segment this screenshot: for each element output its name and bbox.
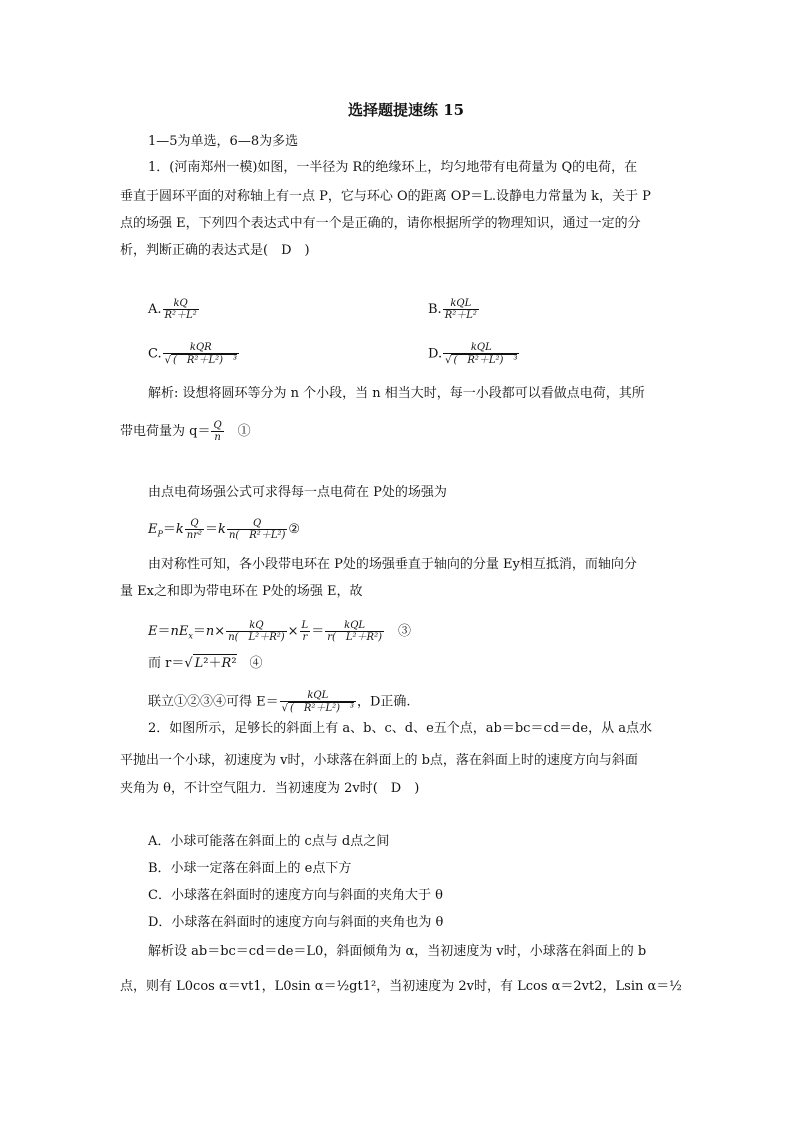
q1-option-c-label: C.: [148, 346, 162, 362]
q2-line-1: 2．如图所示，足够长的斜面上有 a、b、c、d、e五个点，ab＝bc＝cd＝de，从 a点水: [148, 721, 652, 736]
q1-solution-line-8-text: 而 r＝: [148, 656, 185, 671]
q2-option-a: A．小球可能落在斜面上的 c点与 d点之间: [148, 834, 390, 849]
q1-option-b: [428, 298, 480, 321]
q2-line-2: 平抛出一个小球，初速度为 v时，小球落在斜面上的 b点，落在斜面上时的速度方向与斜面: [120, 753, 638, 768]
option-a-formula: $\frac{kQ}{\text{R²＋L²}}$: [164, 298, 197, 321]
q1-solution-line-6: 量 Ex之和即为带电环在 P处的场强 E，故: [120, 584, 363, 599]
q1-option-b-label: B.: [428, 302, 442, 317]
q1-solution-line-9-end: ，D正确.: [357, 694, 411, 710]
intro-text: 1—5为单选，6—8为多选: [148, 134, 299, 149]
q1-option-a-label: A.: [148, 302, 162, 317]
q2-option-b: B．小球一定落在斜面上的 e点下方: [148, 861, 352, 876]
q1-option-c: [148, 342, 240, 366]
q1-solution-line-5: 由对称性可知，各小段带电环在 P处的场强垂直于轴向的分量 Ey相互抵消，而轴向分: [148, 557, 637, 572]
q1-line-4: 析，判断正确的表达式是( D ): [120, 243, 310, 258]
q1-line-1: 1．(河南郑州一模)如图，一半径为 R的绝缘环上，均匀地带有电荷量为 Q的电荷，在: [148, 160, 638, 175]
q1-option-a: [148, 298, 200, 321]
option-d-formula: $\frac{\text{kQL}}{\text{√ ( R²＋L²) ³}}$: [445, 342, 518, 366]
q1-solution-line-3: 由点电荷场强公式可求得每一点电荷在 P处的场强为: [148, 485, 447, 500]
q2-solution-line-2: 点，则有 L0cos α＝vt1，L0sin α＝½gt1²，当初速度为 2v时，有 Lcos α＝2vt2，Lsin α＝½: [120, 979, 682, 994]
page-title: 选择题提速练 15: [348, 101, 465, 119]
q1-solution-line-2: 带电荷量为 q＝ $\frac{Q}{n}$ ①: [120, 420, 251, 443]
q1-line-3: 点的场强 E，下列四个表达式中有一个是正确的，请你根据所学的物理知识，通过一定的分: [120, 216, 641, 231]
q1-solution-line-9: 联立①②③④可得 E＝ $\frac{\text{kQL}}{\text{√ ( R²＋L²) ³}}$ ，D正确.: [148, 690, 411, 714]
q1-solution-line-1: 解析: 设想将圆环等分为 n 个小段，当 n 相当大时，每一小段都可以看做点电荷，其所: [148, 386, 645, 401]
option-c-formula: $\frac{\text{kQR}}{\text{√ ( R²＋L²) ³}}$: [164, 342, 237, 366]
q1-solution-line-2-text: 带电荷量为 q＝: [120, 424, 211, 439]
q2-line-3: 夹角为 θ，不计空气阻力．当初速度为 2v时( D ): [120, 781, 420, 796]
q2-option-c: C．小球落在斜面时的速度方向与斜面的夹角大于 θ: [148, 888, 443, 903]
q1-solution-line-4: $E_P=k$ $\frac{Q}{\text{nr²}}$ ＝k $\frac{Q}{\text{n( R²＋L²)}}$ ②: [148, 518, 301, 541]
q1-option-d-label: D.: [428, 346, 443, 362]
option-b-formula: $\frac{\text{kQL}}{\text{R²＋L²}}$: [444, 298, 477, 321]
q1-solution-line-9-start: 联立①②③④可得 E＝: [148, 694, 279, 710]
q1-option-d: [428, 342, 520, 366]
q-formula: $\frac{Q}{n}$: [213, 420, 222, 443]
q1-solution-line-8: 而 r＝√ L²＋R² ④: [148, 656, 263, 671]
q1-line-2: 垂直于圆环平面的对称轴上有一点 P，它与环心 O的距离 OP＝L.设静电力常量为 k，关于 P: [120, 189, 651, 204]
q2-solution-line-1: 解析设 ab＝bc＝cd＝de＝L0，斜面倾角为 α，当初速度为 v时，小球落在斜面上的 b: [148, 944, 647, 959]
q2-option-d: D．小球落在斜面时的速度方向与斜面的夹角也为 θ: [148, 915, 444, 930]
q1-solution-line-7: $E=nE_x=n\times$ $\frac{kQ}{\text{n( L²＋R²)}}$ × $\frac{L}{r}$ ＝ $\frac{\text{kQL}}{\text{r( L²＋R²)}}$ ③: [148, 620, 411, 643]
